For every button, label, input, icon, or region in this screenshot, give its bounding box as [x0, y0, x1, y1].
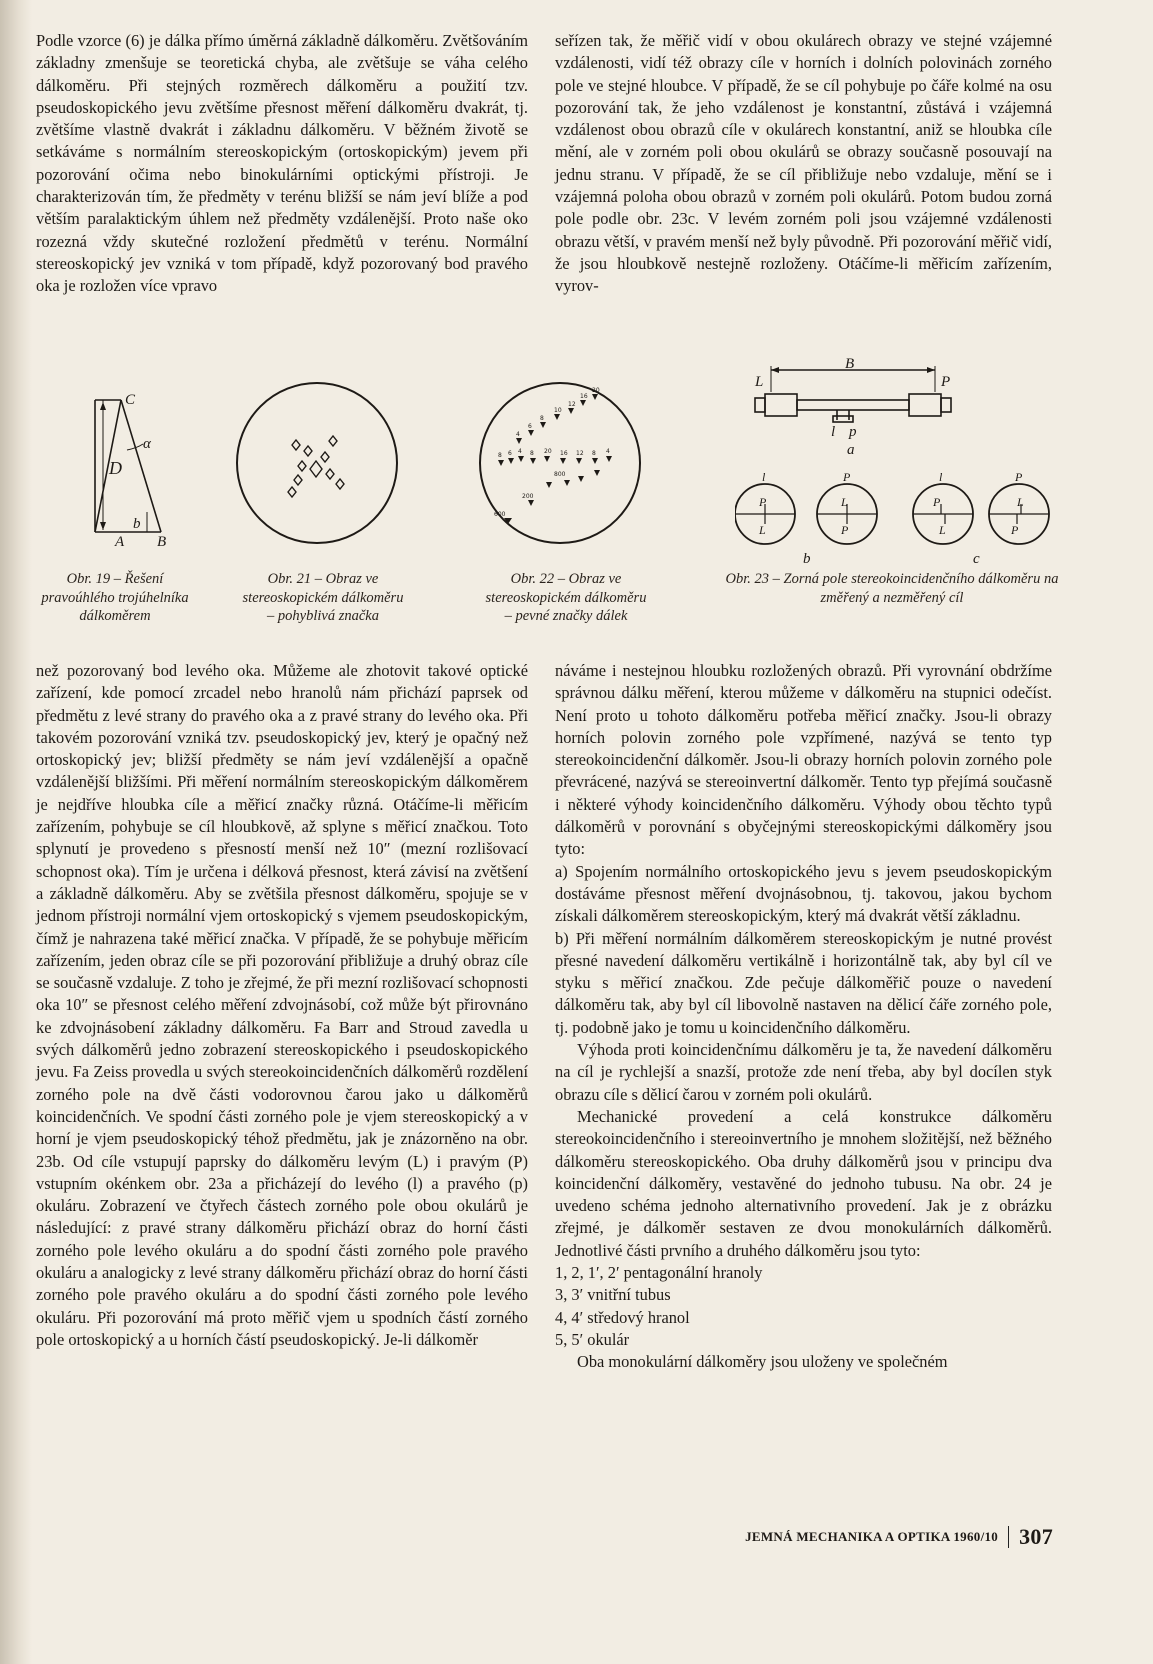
svg-text:16: 16 [560, 450, 568, 457]
page-footer [745, 1524, 1053, 1550]
svg-text:l: l [762, 470, 766, 484]
paragraph: Podle vzorce (6) je dálka přímo úměrná základně dálkoměru. Zvětšováním základny zmenšuje se teoretická chyba, ale zvětšuje se váha celého dálkoměru. Při stejných rozměrech dálkoměru a použití tzv. pseudoskopického jevu zvětšíme přesnost měření dálkoměru dvakrát, tj. zvětšíme vlastně dvakrát i základnu dálkoměru. V běžném životě se setkáváme s normálním stereoskopickým (ortoskopickým) jevem při pozorování očima nebo binokulárními optickými přístroji. Je charakterizován tím, že předměty v terénu bližší se nám jeví blíže a pod větším paralaktickým úhlem než předměty vzdálenější. Proto naše oko rozezná vždy skutečné rozložení předmětů v terénu. Normální stereoskopický jev vzniká v tom případě, když pozorovaný bod pravého oka je rozložen více vpravo [36, 31, 528, 296]
svg-text:8: 8 [530, 450, 534, 457]
svg-text:P: P [933, 495, 941, 509]
parts-list-item: 4, 4′ středový hranol [555, 1307, 690, 1327]
fig19-label-b: b [133, 516, 141, 532]
fig23-label-c: c [973, 551, 980, 566]
list-item-b: b) Při měření normálním dálkoměrem stereoskopickým je nutné provést přesné navedení dálkoměru vertikálně i horizontálně tak, aby byl cíl ve styku s měřicí značkou. Zde pečuje dálkoměřič pouze o navedení dálkoměru tak, aby byl cíl libovolně nastaven na dělicí čáře zorného pole, tj. podobně jako je tomu u koincidenčního dálkoměru. [555, 928, 1052, 1037]
svg-text:8: 8 [498, 452, 502, 459]
fig19-label-B: B [157, 534, 167, 550]
paragraph: než pozorovaný bod levého oka. Můžeme ale zhotovit takové optické zařízení, kde pomocí zrcadel nebo hranolů nám přichází paprsek od předmětu z levé strany do pravého oka a z pravé strany do levého oka. Při takovém pozorování vzniká tzv. pseudoskopický jev, který je opačný než ortoskopický jev; bližší předměty se nám jeví vzdálenější a opačně vzdálenější bližšími. Při měření normálním stereoskopickým dálkoměrem je nejdříve hloubka cíle a měřicí značky různá. Otáčíme-li měřicím zařízením, pohybuje se cíl hloubkově, až splyne s měřicí značkou. Toto splynutí je provedeno s přesností menší než 10″ (mezní rozlišovací schopnost oka). Tím je určena i délková přesnost, která závisí na zvětšení a základně dálkoměru. Aby se zvětšila přesnost dálkoměru, spojuje se v jednom přístroji normální vjem ortoskopický s vjemem pseudoskopickým, čímž je nahrazena také měřicí značka. V případě, že se pohybuje měřicím zařízením, jeden obraz cíle se při pozorování přibližuje a druhý obraz cíle se současně vzdaluje. Z toho je zřejmé, že při mezní rozlišovací schopnosti oka 10″ se přesnost celého měření zdvojnásobí, což může být přirovnáno ke zdvojnásobení základny dálkoměru. Fa Barr and Stroud zavedla u svých dálkoměrů jedno zobrazení stereoskopického i pseudoskopického jevu. Fa Zeiss provedla u svých stereokoincidenčních dálkoměrů rozdělení zorného pole na dvě části vodorovnou čarou jako u dálkoměrů koincidenčních. Ve spodní části zorného pole je vjem stereoskopický a v horní je vjem pseudoskopický téhož předmětu, jak je znázorněno na obr. 23b. Od cíle vstupují paprsky do dálkoměru levým (L) i pravým (P) vstupním okénkem obr. 23a a přicházejí do levého (l) a pravého (p) okuláru. Zobrazení ve čtyřech částech zorného pole obou okulárů je následující: z pravé strany dálkoměru přichází obraz do horní části zorného pole levého okuláru a do spodní části zorného pole pravého okuláru a analogicky z levé strany dálkoměru přichází obraz do horní části zorného pole pravého okuláru a do spodní části zorného pole levého okuláru. Při pozorování má proto měřič vjem u spodních částí zorného pole ortoskopický a u horních částí pseudoskopický. Je-li dálkoměr [36, 661, 529, 1349]
figure-22-drawing [474, 378, 649, 548]
fig23-label-B: B [845, 356, 855, 372]
page-number: 307 [1019, 1524, 1053, 1549]
fig19-label-A: A [115, 534, 125, 550]
svg-text:L: L [939, 523, 946, 537]
fig23-label-p: p [849, 424, 857, 440]
paragraph: seřízen tak, že měřič vidí v obou okulárech obrazy ve stejné vzájemné vzdálenosti, vidí též obrazy cíle v horních i dolních polovinách zorného pole ve stejné hloubce. V případě, že se cíl pohybuje po čáře kolmé na osu pozorování tak, že jeho vzdálenost je konstantní, zůstává i vzájemná vzdálenost obou obrazů cíle v okulárech konstantní, aniž se hloubka cíle mění, ale v zorném poli obou okulárů se obrazy současně posouvají na jednu stranu. V případě, že se cíl přibližuje nebo vzdaluje, mění se i vzájemná poloha obou obrazů v zorném poli okulárů. Potom budou zorná pole podle obr. 23c. V levém zorném poli jsou vzájemné vzdálenosti obrazu větší, v pravém menší než byly původně. Při pozorování měřič vidí, že jsou hloubkově nestejně rozloženy. Otáčíme-li měřicím zařízením, vyrov- [555, 31, 1052, 296]
fig19-label-C: C [125, 392, 136, 408]
text-column-bottom-right [555, 660, 1052, 1374]
svg-text:P: P [1011, 523, 1019, 537]
svg-text:L: L [759, 523, 766, 537]
figure-19-drawing [55, 392, 215, 552]
svg-text:8: 8 [540, 415, 544, 422]
paragraph: Výhoda proti koincidenčnímu dálkoměru je ta, že navedení dálkoměru na cíl je rychlejší a snazší, protože zde není třeba, aby byl docílen styk obrazu cíle s dělicí čarou v zorném poli okulárů. [555, 1040, 1052, 1104]
text-column-top-right [555, 30, 1052, 298]
figure-19 [55, 392, 215, 552]
svg-text:12: 12 [568, 401, 576, 408]
fig23-label-b: b [803, 551, 811, 566]
svg-text:6: 6 [508, 450, 512, 457]
figure-23 [735, 356, 1055, 566]
svg-text:l: l [939, 470, 943, 484]
figure-23-caption: Obr. 23 – Zorná pole stereokoincidenčního dálkoměru na změřený a nezměřený cíl [725, 571, 1059, 606]
figure-22-caption: Obr. 22 – Obraz ve stereoskopickém dálkoměru – pevné značky dálek [485, 571, 647, 624]
paragraph: Oba monokulární dálkoměry jsou uloženy ve společném [577, 1352, 948, 1372]
figure-21-drawing [232, 378, 402, 548]
fig19-label-alpha: α [143, 436, 151, 452]
paragraph: náváme i nestejnou hloubku rozložených obrazů. Při vyrovnání obdržíme správnou dálku měření, kterou můžeme v dálkoměru na stupnici odečíst. Není proto u tohoto dálkoměru potřeba měřicí značky. Jsou-li obrazy horních polovin zorného pole vzpřímené, nazývá se tento typ stereokoincidenční dálkoměr. Jsou-li obrazy horních polovin zorného pole převrácené, nazývá se stereoinvertní dálkoměr. Tento typ přejímá současně i některé výhody koincidenčního dálkoměru. Výhody obou těchto typů dálkoměrů v porovnání s obyčejnými stereoskopickými dálkoměry jsou tyto: [555, 661, 1052, 859]
figure-21 [232, 378, 402, 548]
fig23-label-a: a [847, 442, 855, 458]
parts-list-item: 3, 3′ vnitřní tubus [555, 1285, 671, 1305]
list-item-a: a) Spojením normálního ortoskopického jevu s jevem pseudoskopickým dostáváme přesnost měření dvojnásobnou, tj. takovou, jakou bychom získali dálkoměrem stereoskopickým, který má dvakrát větší základnu. [555, 861, 1052, 926]
svg-text:12: 12 [576, 450, 584, 457]
svg-text:4: 4 [606, 448, 610, 455]
svg-text:20: 20 [592, 387, 600, 394]
svg-text:4: 4 [516, 431, 520, 438]
parts-list-item: 5, 5′ okulár [555, 1329, 630, 1349]
svg-text:10: 10 [554, 407, 562, 414]
fig23-label-l: l [831, 424, 836, 440]
fig19-label-D: D [109, 458, 122, 478]
page-gutter-shadow [0, 0, 32, 1664]
paragraph: Mechanické provedení a celá konstrukce dálkoměru stereokoincidenčního i stereoinvertního je mnohem složitější, než běžného dálkoměru stereoskopického. Oba druhy dálkoměrů jsou v principu dva koincidenční dálkoměry, vestavěné do jednoho tubusu. Na obr. 24 je uvedeno schéma jednoho alternativního provedení. Jak je z obrázku zřejmé, je dálkoměr sestaven ze dvou monokulárních dálkoměrů. Jednotlivé části prvního a druhého dálkoměru jsou tyto: [555, 1106, 1052, 1260]
svg-text:200: 200 [522, 493, 534, 500]
svg-text:L: L [1017, 495, 1024, 509]
figure-21-caption: Obr. 21 – Obraz ve stereoskopickém dálkoměru – pohyblivá značka [242, 571, 404, 624]
svg-text:6: 6 [528, 423, 532, 430]
svg-text:4: 4 [518, 448, 522, 455]
fig23-label-L: L [755, 374, 764, 390]
svg-text:L: L [841, 495, 848, 509]
svg-text:20: 20 [544, 448, 552, 455]
svg-text:600: 600 [494, 511, 506, 518]
svg-text:P: P [1015, 470, 1023, 484]
text-column-bottom-left [36, 660, 528, 1351]
svg-text:P: P [843, 470, 851, 484]
footer-divider [1008, 1526, 1009, 1548]
svg-text:P: P [759, 495, 767, 509]
svg-text:P: P [841, 523, 849, 537]
text-column-top-left [36, 30, 528, 298]
svg-text:16: 16 [580, 393, 588, 400]
svg-text:8: 8 [592, 450, 596, 457]
parts-list-item: 1, 2, 1′, 2′ pentagonální hranoly [555, 1263, 763, 1283]
svg-text:800: 800 [554, 471, 566, 478]
figure-23-drawing [735, 356, 1055, 566]
figure-22 [474, 378, 649, 548]
fig23-label-P: P [941, 374, 951, 390]
journal-name: JEMNÁ MECHANIKA A OPTIKA 1960/10 [745, 1529, 999, 1544]
figure-19-caption: Obr. 19 – Řešení pravoúhlého trojúhelníka dálkoměrem [41, 571, 189, 624]
